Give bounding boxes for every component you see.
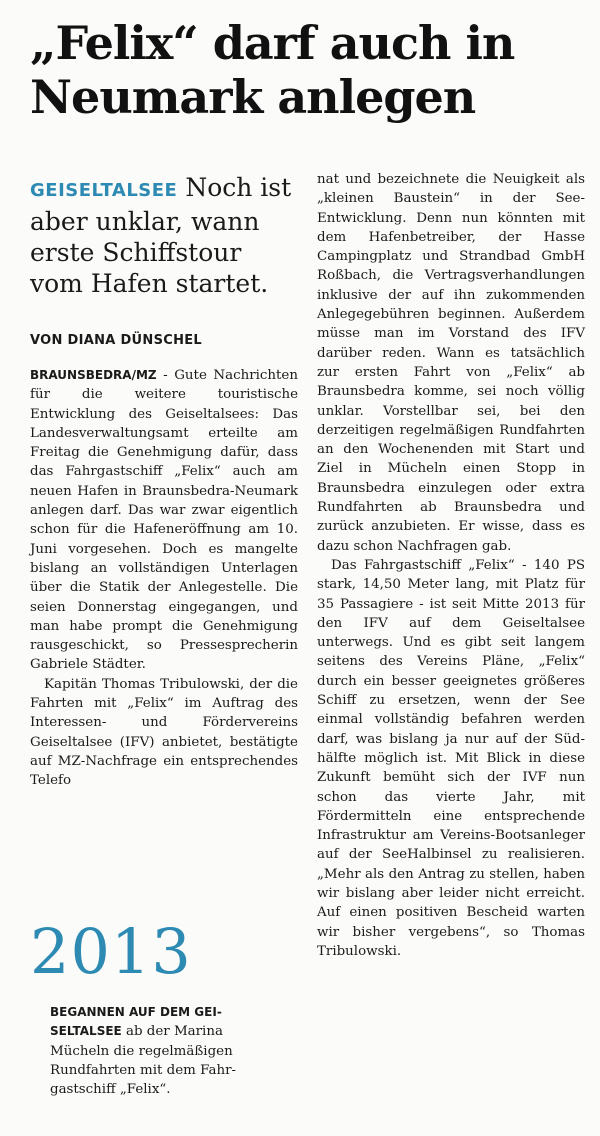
byline: VON DIANA DÜNSCHEL <box>30 333 203 348</box>
paragraph-1 <box>30 366 298 675</box>
stat-caption <box>30 1003 280 1099</box>
stat-caption-text: ab der Marina Mücheln die regelmäßigen Rundfahrten mit dem Fahrgastschiff „Felix“. <box>50 1024 237 1098</box>
article-body-right <box>317 170 585 961</box>
stat-box <box>30 915 298 1099</box>
headline <box>30 16 590 124</box>
left-column <box>30 170 298 791</box>
teaser-text: Noch ist aber unklar, wann erste Schiffstour vom Hafen startet. <box>30 173 292 298</box>
headline-line-2: Neumark anlegen <box>30 70 476 124</box>
headline-line-1: „Felix“ darf auch in <box>30 16 515 70</box>
stat-number: 2013 <box>30 915 192 988</box>
dateline: BRAUNSBEDRA/MZ <box>30 368 157 382</box>
paragraph-2: Kapitän Thomas Tribulowski, der die Fahrten mit „Felix“ im Auftrag des Interessen- und Fördervereins Geiseltalsee (IFV) anbietet, bestätigte auf MZ-Nachfrage ein entsprechendes Telefo <box>30 676 298 789</box>
stat-caption-lead: BEGANNEN AUF DEM GEISELTALSEE <box>50 1005 222 1039</box>
teaser <box>30 172 298 299</box>
right-column <box>317 170 585 961</box>
paragraph-1-text: - Gute Nachrichten für die weitere touristische Entwicklung des Geiseltalsees: Das Landesverwaltungsamt erteilte am Freitag die Genehmigung dafür, dass das Fahrgastschiff „Felix“ auch am neuen Hafen in Braunsbedra-Neumark anlegen darf. Das war zwar eigentlich schon für die Hafeneröffnung am 10. Juni vorgesehen. Doch es mangelte bislang an vollständigen Unterlagen über die Statik der Anlegestelle. Die seien Donnerstag eingegangen, und man habe prompt die Genehmigung rausgeschickt, so Pressesprecherin Gabriele Städter. <box>30 368 298 673</box>
teaser-kicker: GEISELTALSEE <box>30 180 178 201</box>
paragraph-4: Das Fahrgastschiff „Felix“ - 140 PS stark, 14,50 Meter lang, mit Platz für 35 Passagiere - ist seit Mitte 2013 für den IFV auf dem Geiseltalsee unterwegs. Und es gibt seit langem seitens des Vereins Pläne, „Felix“ durch ein besser geeignetes größeres Schiff zu ersetzen, wenn der See einmal vollständig befahren werden darf, was bislang ja nur auf der Südhälfte möglich ist. Mit Blick in diese Zukunft bemüht sich der IVF nun schon das vierte Jahr, mit Fördermitteln eine entsprechende Infrastruktur am Vereins-Bootsanleger auf der SeeHalbinsel zu realisieren. „Mehr als den Antrag zu stellen, haben wir bislang aber leider nicht erreicht. Auf einen positiven Bescheid warten wir bisher vergebens“, so Thomas Tribulowski. <box>317 557 585 959</box>
article-body-left <box>30 366 298 791</box>
paragraph-3: nat und bezeichnete die Neuigkeit als „kleinen Baustein“ in der See-Entwicklung. Denn nun könnten mit dem Hafenbetreiber, der Hasse Campingplatz und Strandbad GmbH Roßbach, die Vertragsverhandlungen inklusive der auf ihn zukommenden Anlegegebühren beginnen. Außerdem müsse man im Vorstand des IFV darüber reden. Wann es tatsächlich zur ersten Fahrt von „Felix“ ab Braunsbedra komme, sei noch völlig unklar. Vorstellbar sei, bei den derzeitigen regelmäßigen Rundfahrten an den Wochenenden mit Start und Ziel in Mücheln einen Stopp in Braunsbedra einzulegen oder extra Rundfahrten ab Braunsbedra und zurück anzubieten. Er wisse, dass es dazu schon Nachfragen gab. <box>317 172 585 554</box>
